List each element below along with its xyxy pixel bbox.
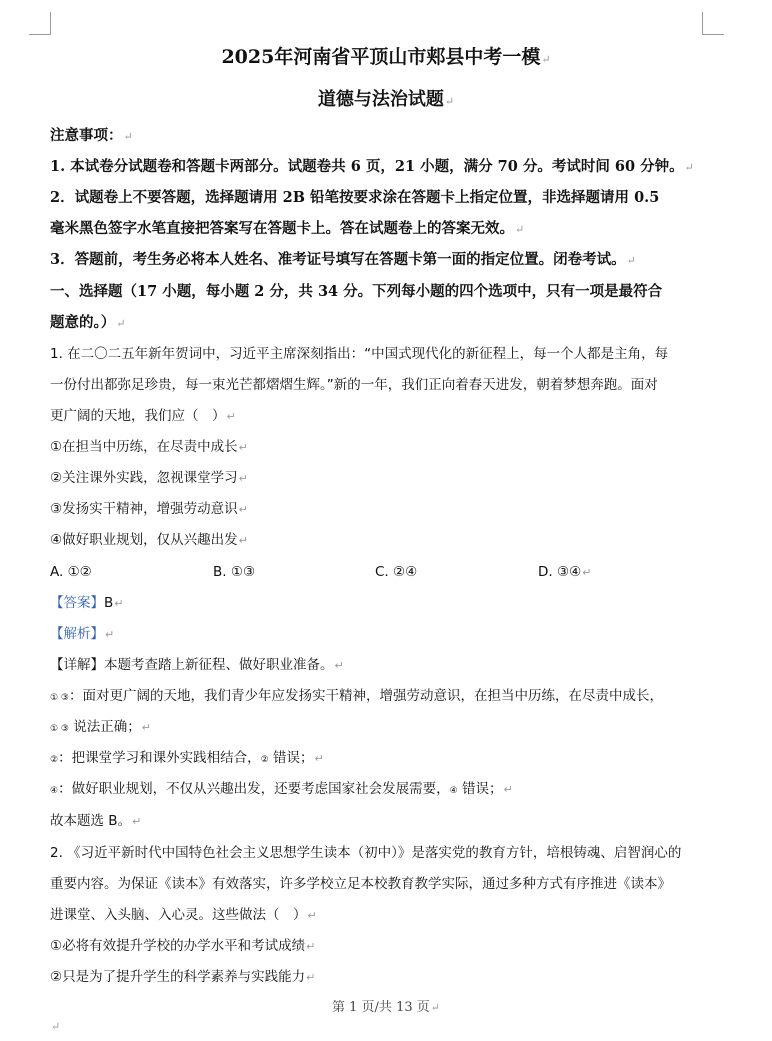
q1-statement: ③发扬实干精神，增强劳动意识↵ bbox=[50, 501, 248, 517]
detail-text: 本题考查踏上新征程、做好职业准备。 bbox=[104, 657, 334, 673]
page-subtitle: 道德与法治试题↵ bbox=[317, 89, 455, 110]
section-heading-cont: 题意的。）↵ bbox=[50, 314, 126, 331]
crop-mark-left-horizontal bbox=[29, 34, 51, 35]
q1-explain-line: ① ③ 说法正确；↵ bbox=[50, 719, 152, 735]
crop-mark-right-horizontal bbox=[702, 34, 724, 35]
crop-mark-right-vertical bbox=[702, 12, 703, 34]
q1-stem-line: 1. 在二〇二五年新年贺词中，习近平主席深刻指出：“中国式现代化的新征程上，每一个人都是主角，每 bbox=[50, 346, 669, 362]
notice-item: 2．试题卷上不要答题，选择题请用 2B 铅笔按要求涂在答题卡上指定位置，非选择题请用 0.5 bbox=[50, 189, 660, 206]
answer-value: B bbox=[104, 595, 114, 611]
crop-mark-left-vertical bbox=[50, 12, 51, 34]
q1-statement: ①在担当中历练，在尽责中成长↵ bbox=[50, 439, 248, 455]
q2-stem-line: 进课堂、入头脑、入心灵。这些做法（ ）↵ bbox=[50, 907, 317, 923]
q1-explain-line: ① ③：面对更广阔的天地，我们青少年应发扬实干精神，增强劳动意识，在担当中历练，在尽责中成长， bbox=[50, 688, 663, 704]
q1-statement: ④做好职业规划，仅从兴趣出发↵ bbox=[50, 532, 248, 548]
page-number: 第 1 页/共 13 页↵ bbox=[332, 1000, 440, 1015]
q1-statement: ②关注课外实践，忽视课堂学习↵ bbox=[50, 470, 248, 486]
notice-item: 毫米黑色签字水笔直接把答案写在答题卡上。答在试题卷上的答案无效。↵ bbox=[50, 220, 525, 237]
notice-item: 1. 本试卷分试题卷和答题卡两部分。试题卷共 6 页，21 小题，满分 70 分。考试时间 60 分钟。↵ bbox=[50, 158, 694, 175]
notice-item: 3．答题前，考生务必将本人姓名、准考证号填写在答题卡第一面的指定位置。闭卷考试。↵ bbox=[50, 251, 636, 268]
q1-explain-line: ④：做好职业规划，不仅从兴趣出发，还要考虑国家社会发展需要，④ 错误；↵ bbox=[50, 781, 513, 797]
q1-explain-line: ②：把课堂学习和课外实践相结合，② 错误；↵ bbox=[50, 750, 324, 766]
q2-statement: ①必将有效提升学校的办学水平和考试成绩↵ bbox=[50, 938, 316, 954]
q1-option-c: C. ②④ bbox=[375, 564, 418, 580]
q1-analysis: 【解析】↵ bbox=[50, 626, 115, 642]
q1-option-b: B. ①③ bbox=[213, 564, 256, 580]
q2-stem-line: 重要内容。为保证《读本》有效落实，许多学校立足本校教育教学实际，通过多种方式有序推进《读本》 bbox=[50, 876, 671, 892]
q1-options bbox=[50, 562, 732, 582]
q1-stem-line: 一份付出都弥足珍贵，每一束光芒都熠熠生辉。”新的一年，我们正向着春天进发，朝着梦想奔跑。面对 bbox=[50, 377, 658, 393]
notice-heading: 注意事项：↵ bbox=[50, 127, 133, 144]
q1-detail: 【详解】本题考查踏上新征程、做好职业准备。↵ bbox=[50, 657, 344, 673]
detail-label: 【详解】 bbox=[50, 657, 104, 673]
q1-stem-line: 更广阔的天地，我们应（ ）↵ bbox=[50, 408, 236, 424]
q2-statement: ②只是为了提升学生的科学素养与实践能力↵ bbox=[50, 969, 316, 985]
q1-answer: 【答案】B↵ bbox=[50, 595, 124, 611]
q1-conclusion: 故本题选 B。↵ bbox=[50, 813, 142, 829]
answer-label: 【答案】 bbox=[50, 595, 104, 611]
q2-stem-line: 2. 《习近平新时代中国特色社会主义思想学生读本（初中）》是落实党的教育方针，培根铸魂、启智润心的 bbox=[50, 845, 682, 861]
section-heading: 一、选择题（17 小题，每小题 2 分，共 34 分。下列每小题的四个选项中，只有一项是最符合 bbox=[50, 283, 663, 300]
page-title: 2025年河南省平顶山市郏县中考一模↵ bbox=[221, 46, 551, 68]
q1-option-d: D. ③④↵ bbox=[538, 564, 592, 580]
analysis-label: 【解析】 bbox=[50, 626, 104, 642]
q1-option-a: A. ①② bbox=[50, 564, 92, 580]
paragraph-mark: ↵ bbox=[51, 1020, 61, 1033]
